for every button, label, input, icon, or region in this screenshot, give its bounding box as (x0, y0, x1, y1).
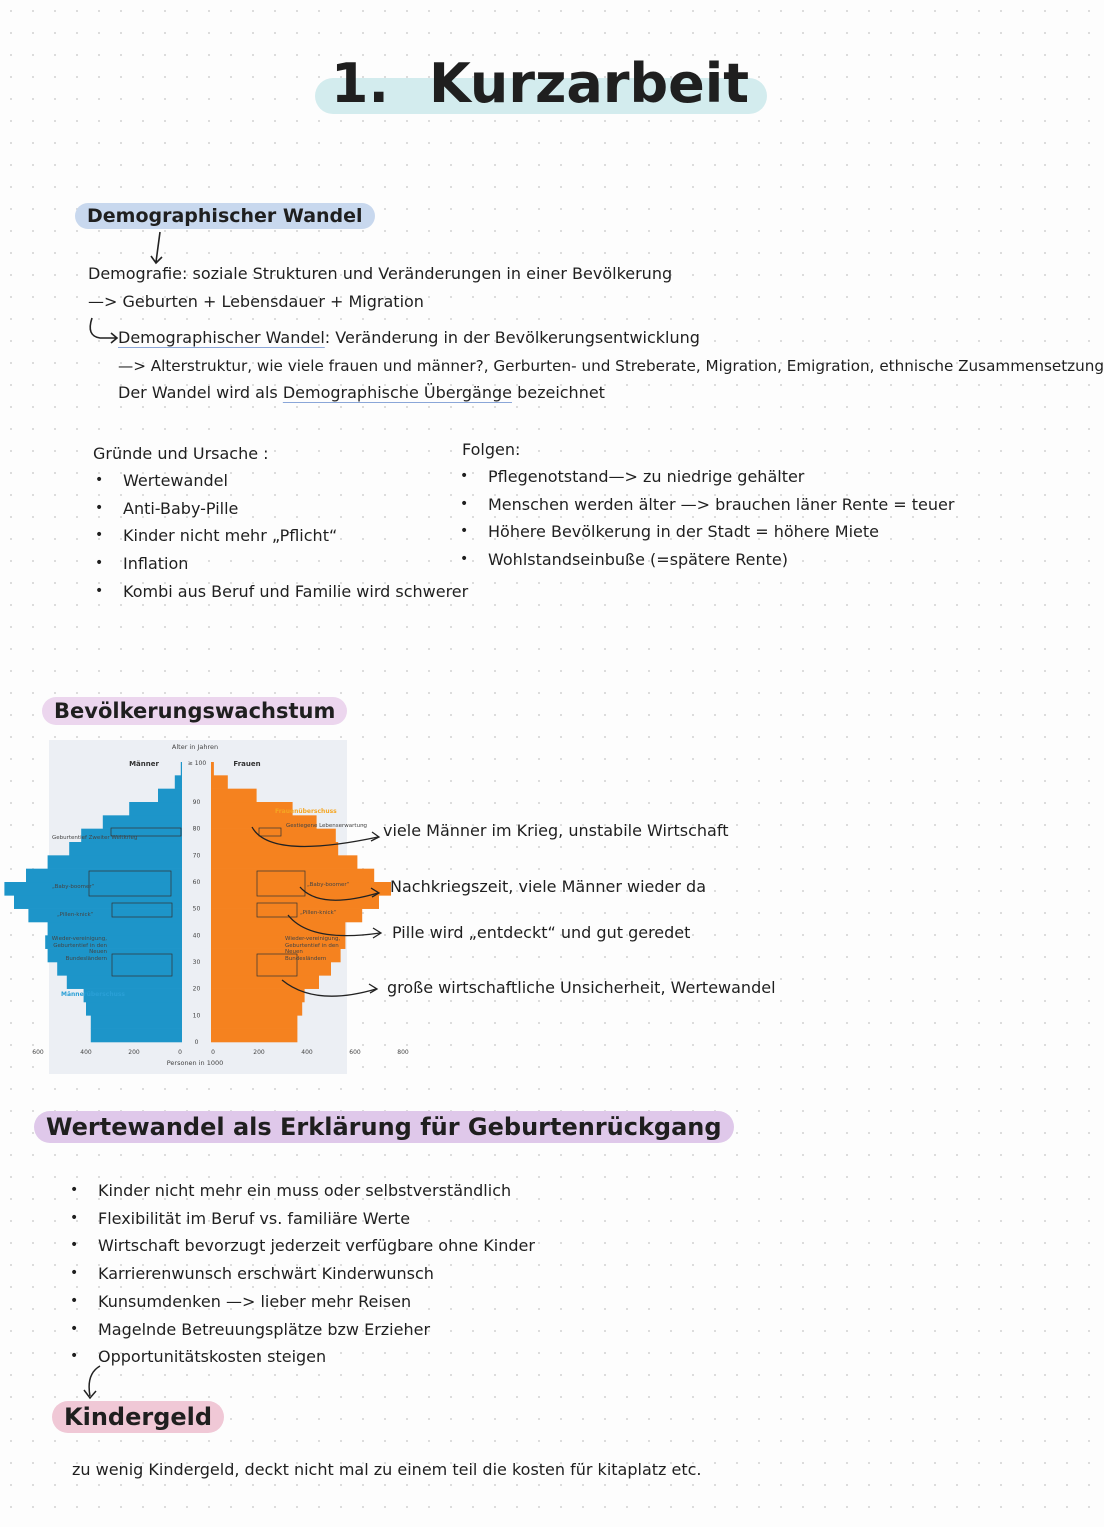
annotation-babyboomer-women: „Baby-boomer“ (307, 882, 350, 888)
arrow-1 (252, 827, 378, 846)
reasons-list (93, 467, 468, 606)
bar-women-5-9 (211, 1015, 297, 1029)
uebergaenge-line (118, 383, 605, 403)
age-tick-70: 70 (192, 852, 201, 860)
page-title (0, 52, 1080, 115)
list-item: • Magelnde Betreuungsplätze bzw Erzieher (68, 1316, 535, 1344)
bar-men-95-99 (175, 775, 182, 789)
heading-wertewandel: Wertewandel als Erklärung für Geburtenrückgang (34, 1111, 734, 1143)
heading-bevoelkerungswachstum: Bevölkerungswachstum (42, 697, 347, 725)
arrow-4 (282, 980, 376, 996)
bar-women-90-94 (211, 789, 257, 803)
x-tick-women-400: 400 (301, 1049, 313, 1056)
bar-men-50-54 (14, 895, 182, 909)
title-text: Kurzarbeit (429, 52, 750, 115)
list-item: • Opportunitätskosten steigen (68, 1343, 535, 1371)
wertewandel-list (68, 1177, 535, 1371)
factors-line: —> Alterstruktur, wie viele frauen und männer?, Gerburten- und Streberate, Migration, Emigration, ethnische Zusammensetzung (118, 357, 1104, 375)
reasons-heading: Gründe und Ursache : (93, 444, 269, 463)
x-tick-women-0: 0 (211, 1049, 215, 1056)
annotation-frauenueberschuss: Frauenüberschuss (275, 808, 337, 815)
age-tick-80: 80 (192, 825, 201, 833)
annotation-wiedervereinigung-women: Wieder-vereinigung, Geburtentief in den Neuen Bundesländern (285, 936, 341, 962)
list-item: • Kombi aus Beruf und Familie wird schwerer (93, 578, 468, 606)
x-tick-women-200: 200 (253, 1049, 265, 1056)
list-item: • Flexibilität im Beruf vs. familiäre Werte (68, 1205, 535, 1233)
age-top-label: ≥ 100 (187, 760, 207, 767)
list-item: • Menschen werden älter —> brauchen läner Rente = teuer (458, 491, 954, 519)
bar-men-100+ (181, 762, 182, 776)
age-tick-50: 50 (192, 905, 201, 913)
term-demographischer-wandel: Demographischer Wandel (118, 328, 325, 347)
x-tick-men-200: 200 (128, 1049, 140, 1056)
kindergeld-text: zu wenig Kindergeld, deckt nicht mal zu einem teil die kosten für kitaplatz etc. (72, 1460, 702, 1479)
bar-women-0-4 (211, 1029, 297, 1043)
arrow-down-icon (145, 228, 175, 268)
consequences-list (458, 463, 954, 574)
chart-note-3: Pille wird „entdeckt“ und gut geredet (392, 923, 691, 942)
list-item: • Wertewandel (93, 467, 468, 495)
bar-men-0-4 (91, 1029, 182, 1043)
bar-men-40-44 (48, 922, 182, 936)
x-tick-men-0: 0 (178, 1049, 182, 1056)
x-tick-men-600: 600 (32, 1049, 44, 1056)
annotation-geburtentief: Geburtentief Zweiter Weltkrieg (52, 835, 138, 841)
list-item: • Pflegenotstand—> zu niedrige gehälter (458, 463, 954, 491)
list-item: • Kinder nicht mehr ein muss oder selbstverständlich (68, 1177, 535, 1205)
definition-line: Demografie: soziale Strukturen und Veränderungen in einer Bevölkerung (88, 264, 673, 283)
bar-women-95-99 (211, 775, 228, 789)
list-item: • Wirtschaft bevorzugt jederzeit verfügbare ohne Kinder (68, 1232, 535, 1260)
chart-note-1: viele Männer im Krieg, unstabile Wirtschaft (383, 821, 729, 840)
annotation-pillenknick-men: „Pillen-knick“ (57, 912, 94, 918)
age-tick-20: 20 (192, 985, 201, 993)
list-item: • Anti-Baby-Pille (93, 495, 468, 523)
heading-demographischer-wandel: Demographischer Wandel (75, 203, 375, 229)
x-tick-women-600: 600 (349, 1049, 361, 1056)
age-tick-labels (193, 799, 201, 1046)
x-tick-men-400: 400 (80, 1049, 92, 1056)
age-tick-0: 0 (194, 1039, 199, 1046)
annotation-wiedervereinigung-men: Wieder-vereinigung, Geburtentief in den Neuen Bundesländern (51, 936, 107, 962)
list-item: • Inflation (93, 550, 468, 578)
bar-men-5-9 (91, 1015, 182, 1029)
annotation-arrows (240, 815, 390, 1005)
bar-men-80-84 (103, 815, 182, 829)
annotation-pillenknick-women: „Pillen-knick“ (300, 910, 337, 916)
annotation-lebenserwartung: Gestiegene Lebenserwartung (286, 823, 368, 829)
title-number: 1. (330, 52, 389, 115)
x-tick-labels (0, 1049, 409, 1056)
x-axis-label: Personen in 1000 (166, 1059, 224, 1067)
age-tick-10: 10 (192, 1012, 201, 1020)
wandel-definition-text: : Veränderung in der Bevölkerungsentwicklung (324, 328, 700, 347)
consequences-heading: Folgen: (462, 440, 521, 459)
bar-women-100+ (211, 762, 214, 776)
chart-note-4: große wirtschaftliche Unsicherheit, Wertewandel (387, 978, 776, 997)
bar-men-10-14 (86, 1002, 182, 1016)
curved-arrow-down-icon (80, 1362, 110, 1404)
age-tick-90: 90 (192, 799, 201, 806)
age-tick-30: 30 (192, 959, 201, 966)
chart-note-2: Nachkriegszeit, viele Männer wieder da (390, 877, 706, 896)
annotation-babyboomer-men: „Baby-boomer“ (52, 884, 95, 890)
list-item: • Kinder nicht mehr „Pflicht“ (93, 522, 468, 550)
list-item: • Kunsumdenken —> lieber mehr Reisen (68, 1288, 535, 1316)
age-tick-40: 40 (192, 932, 201, 940)
legend-men: Männer (129, 760, 159, 768)
bar-men-85-89 (129, 802, 182, 816)
bar-men-65-69 (48, 855, 182, 869)
annotation-maennerueberschuss: Männerüberschuss (61, 991, 125, 998)
legend-women: Frauen (233, 760, 261, 768)
uebergaenge-prefix: Der Wandel wird als (118, 383, 283, 402)
chart-title: Alter in Jahren (171, 743, 219, 751)
list-item: • Höhere Bevölkerung in der Stadt = höhere Miete (458, 518, 954, 546)
x-tick-women-800: 800 (397, 1049, 409, 1056)
bar-men-70-74 (69, 842, 182, 856)
list-item: • Wohlstandseinbuße (=spätere Rente) (458, 546, 954, 574)
bar-men-90-94 (158, 789, 182, 803)
bar-men-45-49 (28, 909, 182, 923)
arrow-3 (288, 915, 380, 936)
components-line: —> Geburten + Lebensdauer + Migration (88, 292, 424, 311)
age-tick-60: 60 (192, 879, 201, 886)
term-uebergaenge: Demographische Übergänge (282, 383, 512, 402)
list-item: • Karrierenwunsch erschwärt Kinderwunsch (68, 1260, 535, 1288)
uebergaenge-suffix: bezeichnet (511, 383, 605, 402)
heading-kindergeld: Kindergeld (52, 1401, 224, 1433)
wandel-definition (118, 328, 700, 348)
arrow-2 (300, 887, 378, 900)
